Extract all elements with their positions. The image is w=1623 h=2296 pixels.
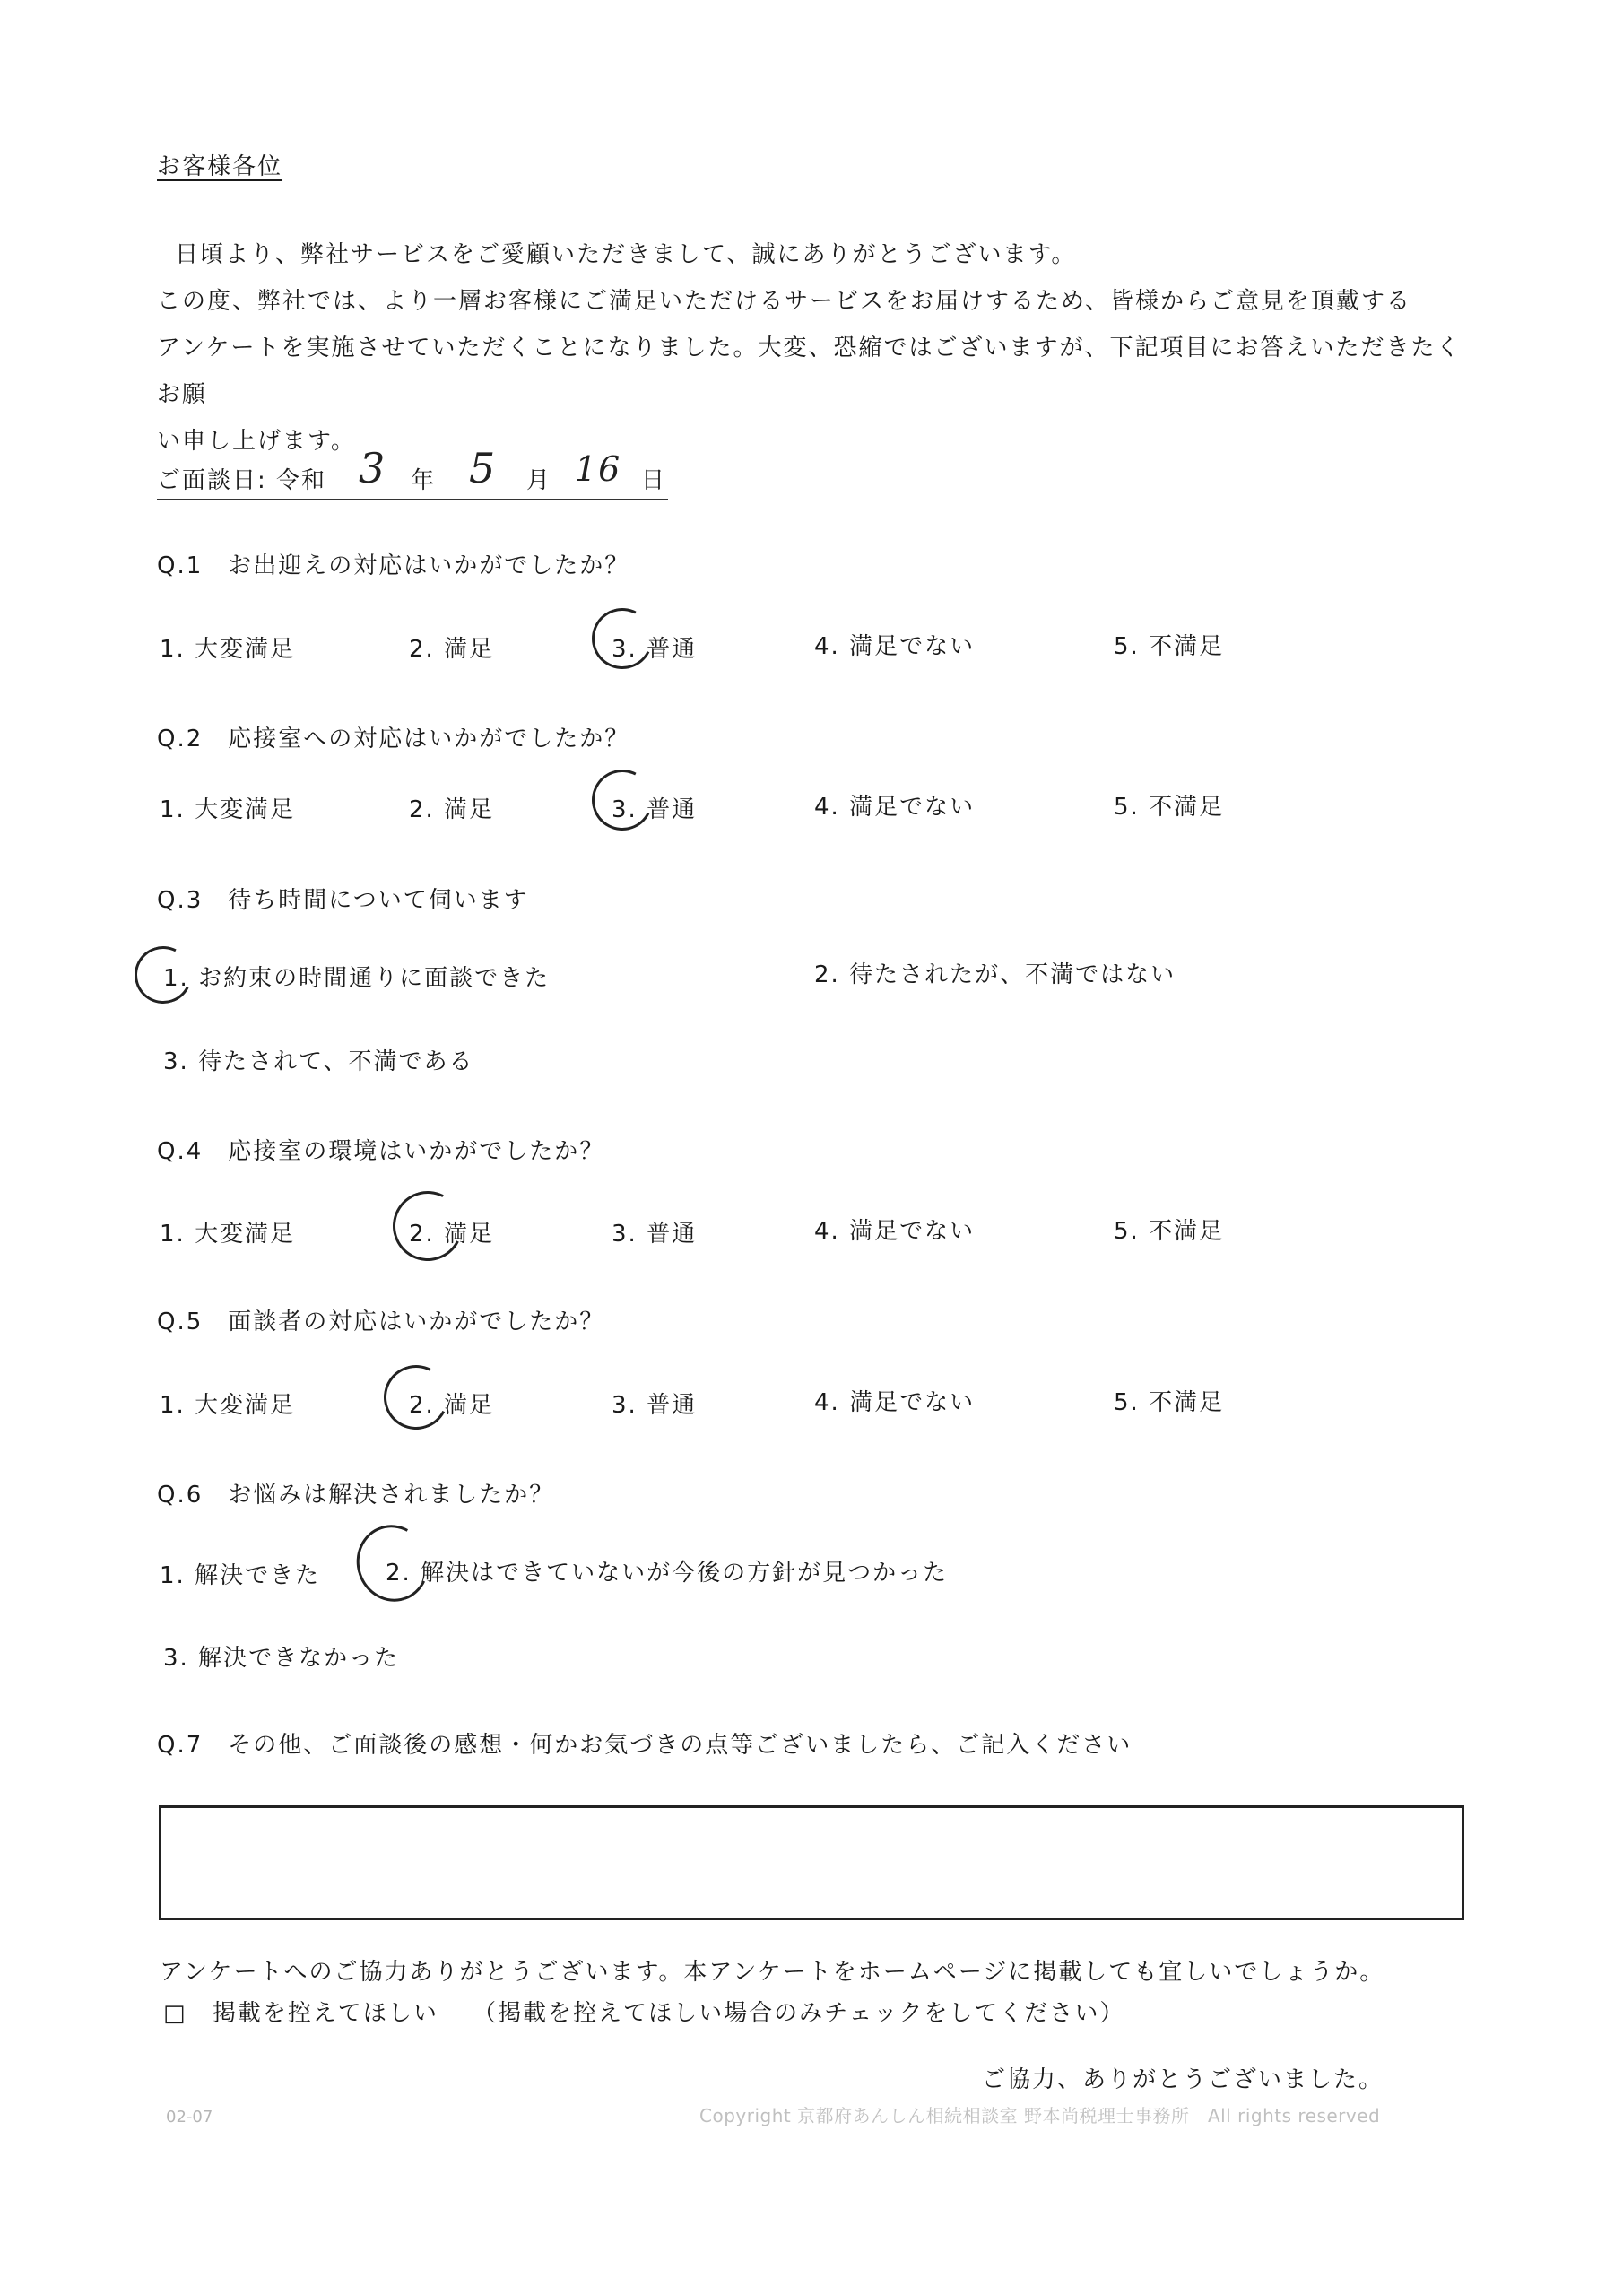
q5-option-2[interactable]: 2. 満足 xyxy=(409,1392,495,1419)
q6-selection-circle xyxy=(347,1516,439,1612)
publication-checkbox-label: 掲載を控えてほしい xyxy=(212,2000,438,2027)
q6-title: Q.6 お悩みは解決されましたか？ xyxy=(157,1482,555,1509)
q1-option-3[interactable]: 3. 普通 xyxy=(612,636,698,663)
q5-option-4[interactable]: 4. 満足でない xyxy=(814,1389,976,1416)
thanks-message: ご協力、ありがとうございました。 xyxy=(982,2066,1384,2093)
q2-selection-circle xyxy=(584,761,661,839)
q5-selection-circle xyxy=(376,1357,457,1439)
q4-option-2[interactable]: 2. 満足 xyxy=(409,1221,495,1248)
q3-selection-circle xyxy=(127,939,200,1012)
q5-option-1[interactable]: 1. 大変満足 xyxy=(160,1392,296,1419)
copyright: Copyright 京都府あんしん相続相談室 野本尚税理士事務所 All rights reserved xyxy=(699,2105,1381,2126)
q5-option-3[interactable]: 3. 普通 xyxy=(612,1392,698,1419)
q6-option-3[interactable]: 3. 解決できなかった xyxy=(163,1645,400,1672)
q6-option-2[interactable]: 2. 解決はできていないが今後の方針が見つかった xyxy=(386,1560,949,1587)
q2-title: Q.2 応接室への対応はいかがでしたか？ xyxy=(157,726,630,752)
q1-title: Q.1 お出迎えの対応はいかがでしたか？ xyxy=(157,552,630,579)
q4-option-5[interactable]: 5. 不満足 xyxy=(1114,1218,1225,1245)
q3-option-3[interactable]: 3. 待たされて、不満である xyxy=(163,1048,474,1075)
date-month-unit: 月 xyxy=(526,467,552,494)
intro-paragraph xyxy=(157,231,1466,465)
q5-option-5[interactable]: 5. 不満足 xyxy=(1114,1389,1225,1416)
q2-option-5[interactable]: 5. 不満足 xyxy=(1114,794,1225,821)
date-day-handwritten: 16 xyxy=(575,449,622,489)
q4-option-3[interactable]: 3. 普通 xyxy=(612,1221,698,1248)
q1-option-2[interactable]: 2. 満足 xyxy=(409,636,495,663)
q4-option-1[interactable]: 1. 大変満足 xyxy=(160,1221,296,1248)
q6-option-1[interactable]: 1. 解決できた xyxy=(160,1562,321,1589)
publication-checkbox[interactable]: □ xyxy=(163,2000,187,2027)
q2-option-2[interactable]: 2. 満足 xyxy=(409,796,495,823)
date-day-unit: 日 xyxy=(641,467,667,494)
q1-option-1[interactable]: 1. 大変満足 xyxy=(160,636,296,663)
q1-selection-circle xyxy=(584,600,661,677)
interview-date xyxy=(157,444,668,500)
date-label: ご面談日: 令和 xyxy=(157,467,327,494)
date-year-unit: 年 xyxy=(411,467,437,494)
form-code: 02-07 xyxy=(166,2108,213,2126)
q3-option-2[interactable]: 2. 待たされたが、不満ではない xyxy=(814,961,1176,988)
intro-line: この度、弊社では、より一層お客様にご満足いただけるサービスをお届けするため、皆様からご意見を頂戴する xyxy=(157,288,1411,315)
q3-title: Q.3 待ち時間について伺います xyxy=(157,887,529,914)
q4-option-4[interactable]: 4. 満足でない xyxy=(814,1218,976,1245)
q2-option-4[interactable]: 4. 満足でない xyxy=(814,794,976,821)
q2-option-1[interactable]: 1. 大変満足 xyxy=(160,796,296,823)
intro-line: い申し上げます。 xyxy=(157,428,356,455)
q7-comment-box[interactable] xyxy=(159,1805,1464,1920)
addressee: お客様各位 xyxy=(157,153,283,180)
publication-checkbox-row xyxy=(163,1995,1124,2028)
date-month-handwritten: 5 xyxy=(469,444,498,492)
q1-option-4[interactable]: 4. 満足でない xyxy=(814,633,976,660)
intro-line: アンケートを実施させていただくことになりました。大変、恐縮ではございますが、下記項目にお答えいただきたくお願 xyxy=(157,335,1462,408)
q4-title: Q.4 応接室の環境はいかがでしたか？ xyxy=(157,1138,605,1165)
q3-option-1[interactable]: 1. お約束の時間通りに面談できた xyxy=(163,965,551,992)
date-year-handwritten: 3 xyxy=(359,444,387,492)
q5-title: Q.5 面談者の対応はいかがでしたか？ xyxy=(157,1309,605,1335)
q1-option-5[interactable]: 5. 不満足 xyxy=(1114,633,1225,660)
q7-title: Q.7 その他、ご面談後の感想・何かお気づきの点等ございましたら、ご記入ください xyxy=(157,1732,1133,1759)
intro-line: 日頃より、弊社サービスをご愛顧いただきまして、誠にありがとうございます。 xyxy=(175,241,1077,268)
publication-checkbox-note: （掲載を控えてほしい場合のみチェックをしてください） xyxy=(473,2000,1125,2027)
q2-option-3[interactable]: 3. 普通 xyxy=(612,796,698,823)
publication-question: アンケートへのご協力ありがとうございます。本アンケートをホームページに掲載しても宜しいでしょうか。 xyxy=(160,1959,1385,1986)
q4-selection-circle xyxy=(384,1182,472,1270)
